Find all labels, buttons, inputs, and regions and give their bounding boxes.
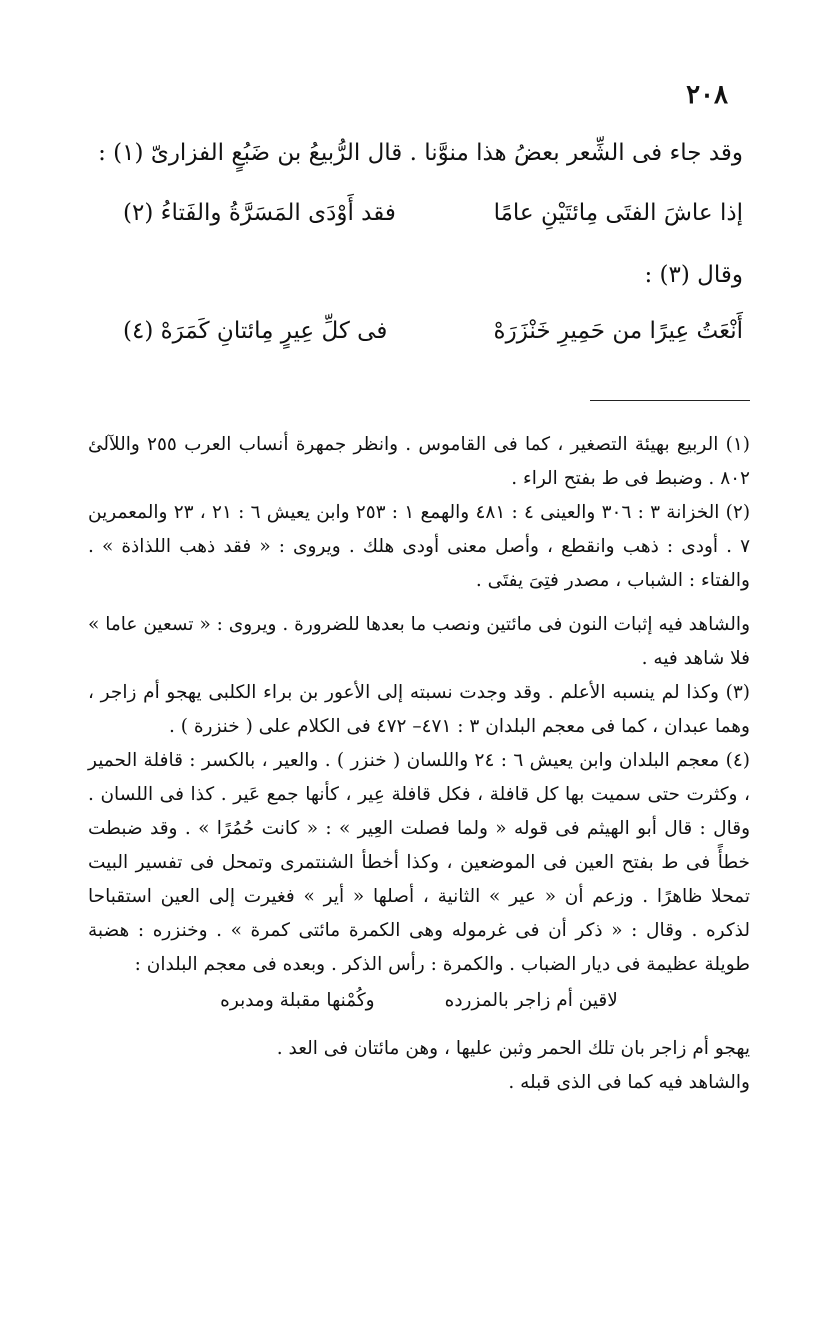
- footnote-1: (١) الربيع بهيئة التصغير ، كما فى القاموس . وانظر جمهرة أنساب العرب ٢٥٥ واللآلئ ٨٠٢ . وضبط فى ط بفتح الراء .: [88, 434, 750, 489]
- footnote-4-continuation: يهجو أم زاجر بان تلك الحمر وثبن عليها ، وهن مائتان فى العد .: [276, 1038, 750, 1059]
- poem-first-hemistich: لاقين أم زاجر بالمزرده: [444, 990, 618, 1011]
- verse-1: [123, 200, 743, 226]
- verse-1-second-hemistich: فقد أَوْدَى المَسَرَّةُ والفَتاءُ (٢): [123, 200, 396, 226]
- footnote-2-continuation: والشاهد فيه إثبات النون فى مائتين ونصب ما بعدها للضرورة . ويروى : « تسعين عاما » فلا شاهد فيه .: [88, 614, 750, 669]
- verse-1-first-hemistich: إذا عاشَ الفتَى مِائتَيْنِ عامًا: [493, 200, 743, 226]
- poem-second-hemistich: وكُمْنها مقبلة ومدبره: [220, 990, 375, 1011]
- page-number: ٢٠٨: [686, 80, 728, 110]
- intro-line: وقد جاء فى الشِّعر بعضُ هذا منوَّنا . قال الرُّبيعُ بن ضَبُعٍ الفزارىّ (١) :: [98, 140, 743, 166]
- verse-2-second-hemistich: فى كلِّ عِيرٍ مِائتانِ كَمَرَهْ (٤): [123, 318, 388, 344]
- footnote-3: (٣) وكذا لم ينسبه الأعلم . وقد وجدت نسبته إلى الأعور بن براء الكلبى يهجو أم زاجر ، وهما عبدان ، كما فى معجم البلدان ٣ : ٤٧١– ٤٧٢ فى الكلام على ( خنزرة ) .: [88, 682, 750, 737]
- verse-2-first-hemistich: أَنْعَتُ عِيرًا من حَمِيرِ خَنْزَرَهْ: [493, 318, 743, 344]
- footnote-2: (٢) الخزانة ٣ : ٣٠٦ والعينى ٤ : ٤٨١ والهمع ١ : ٢٥٣ وابن يعيش ٦ : ٢١ ، ٢٣ والمعمرين ٧ . أودى : ذهب وانقطع ، وأصل معنى أودى هلك . ويروى : « فقد ذهب اللذاذة » . والفتاء : الشباب ، مصدر فتِىَ يفتَى .: [88, 502, 751, 591]
- footnote-4: (٤) معجم البلدان وابن يعيش ٦ : ٢٤ واللسان ( خنزر ) . والعير ، بالكسر : قافلة الحمير ، وكثرت حتى سميت بها كل قافلة ، فكل قافلة عِير ، كأنها جمع عَير . كذا فى اللسان . وقال : قال أبو الهيثم فى قوله « ولما فصلت العِير » : « كانت حُمُرًا » . وقد ضبطت خطأً فى ط بفتح العين فى الموضعين ، وكذا أخطأ الشنتمرى وتمحل فى تفسير البيت تمحلا ظاهرًا . وزعم أن « عير » الثانية ، أصلها « أير » فغيرت إلى العين استقباحا لذكره . وقال : « ذكر أن فى غرموله وهى الكمرة مائتى كمرة » . وخنزره : هضبة طويلة عظيمة فى ديار الضباب . والكمرة : رأس الذكر . وبعده فى معجم البلدان :: [88, 750, 750, 975]
- footnote-4-conclusion: والشاهد فيه كما فى الذى قبله .: [508, 1072, 750, 1093]
- footnotes: [88, 428, 750, 1100]
- verse-2: [123, 318, 743, 344]
- footnote-poem-line: [88, 984, 750, 1018]
- wa-qal-line: وقال (٣) :: [644, 262, 743, 288]
- footnote-divider: [590, 400, 750, 401]
